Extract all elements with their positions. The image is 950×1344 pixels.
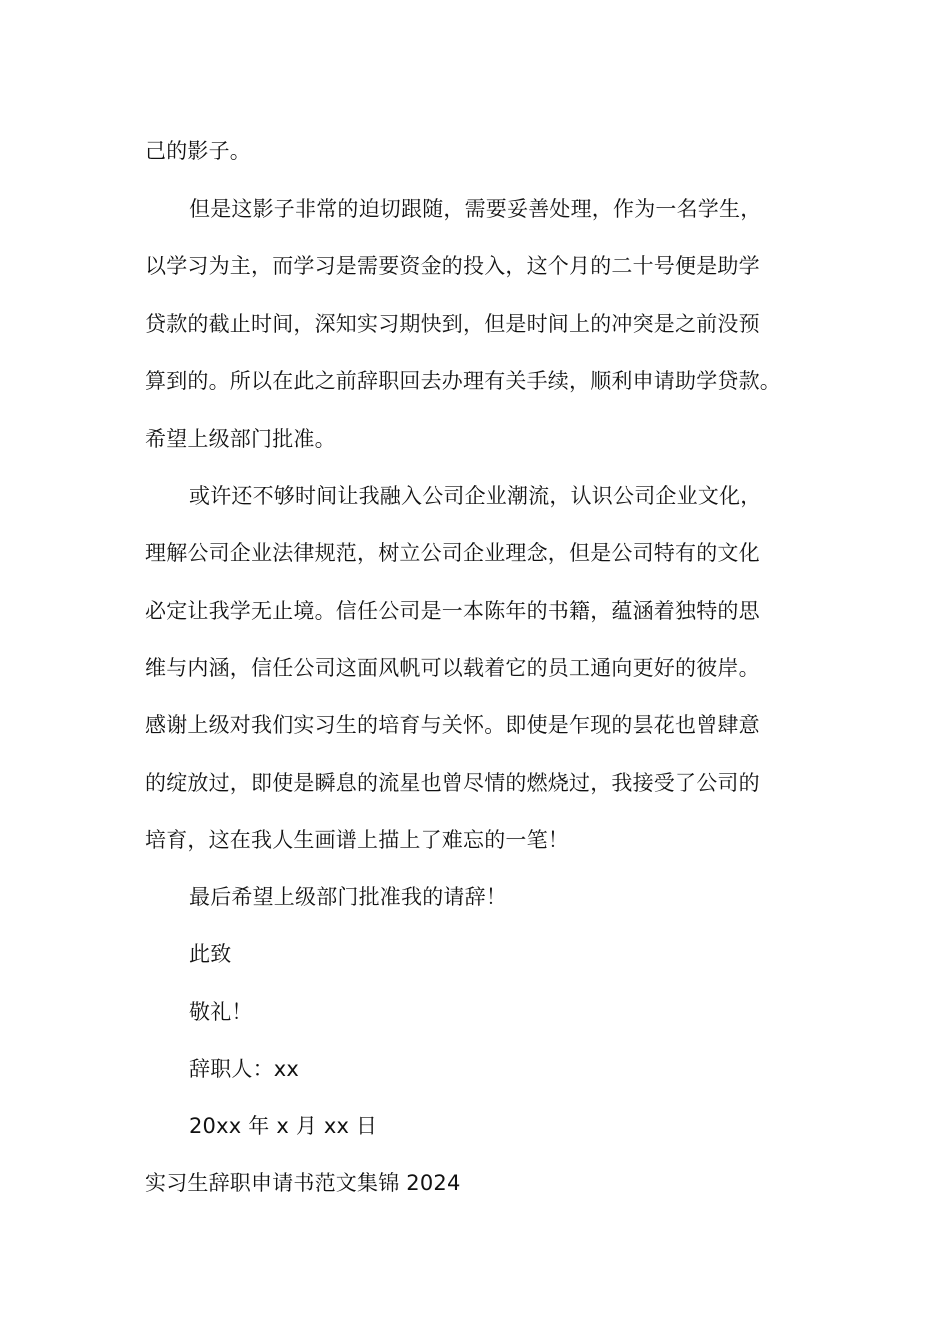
date: 20xx 年 x 月 xx 日 — [189, 1114, 378, 1138]
text-line: 贷款的截止时间，深知实习期快到，但是时间上的冲突是之前没预 — [145, 312, 760, 336]
text-line: 希望上级部门批准。 — [145, 427, 336, 451]
text-line: 以学习为主，而学习是需要资金的投入，这个月的二十号便是助学 — [145, 254, 760, 278]
paragraph-start-line: 或许还不够时间让我融入公司企业潮流，认识公司企业文化， — [189, 484, 762, 508]
text-line: 维与内涵，信任公司这面风帆可以载着它的员工通向更好的彼岸。 — [145, 656, 760, 680]
text-line: 理解公司企业法律规范，树立公司企业理念，但是公司特有的文化 — [145, 541, 760, 565]
text-line: 感谢上级对我们实习生的培育与关怀。即使是乍现的昙花也曾肆意 — [145, 713, 760, 737]
text-line: 算到的。所以在此之前辞职回去办理有关手续，顺利申请助学贷款。 — [145, 369, 781, 393]
text-line: 的绽放过，即使是瞬息的流星也曾尽情的燃烧过，我接受了公司的 — [145, 771, 760, 795]
section-title: 实习生辞职申请书范文集锦 2024 — [145, 1171, 461, 1195]
text-line: 己的影子。 — [145, 139, 251, 163]
text-line: 必定让我学无止境。信任公司是一本陈年的书籍，蕴涵着独特的思 — [145, 599, 760, 623]
closing-request: 最后希望上级部门批准我的请辞！ — [189, 885, 507, 909]
text-line: 培育，这在我人生画谱上描上了难忘的一笔！ — [145, 828, 569, 852]
regards: 敬礼！ — [189, 1000, 253, 1024]
salutation: 此致 — [189, 942, 232, 966]
signature: 辞职人：xx — [189, 1057, 300, 1081]
paragraph-start-line: 但是这影子非常的迫切跟随，需要妥善处理，作为一名学生， — [189, 197, 762, 221]
